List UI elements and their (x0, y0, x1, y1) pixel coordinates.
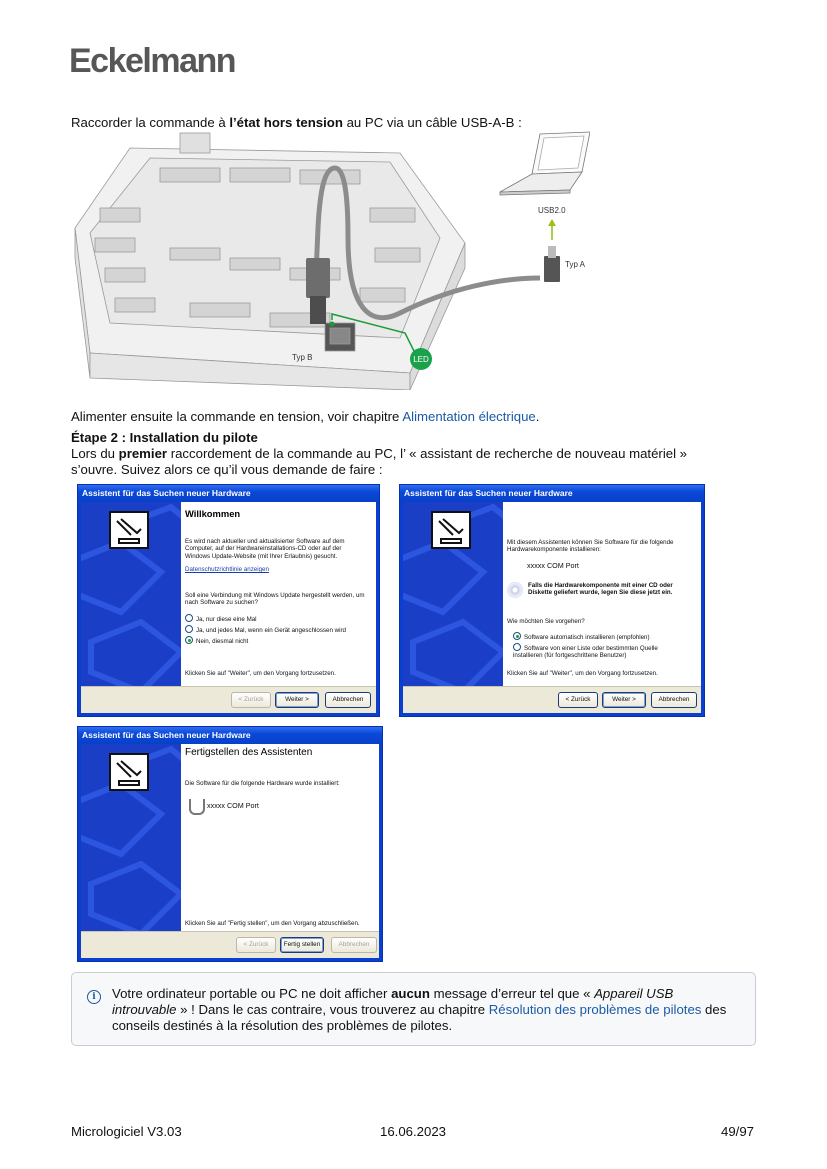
wizard-dialog-welcome (77, 484, 380, 717)
arrow-up-icon (548, 219, 556, 226)
hardware-wizard-icon (109, 511, 149, 549)
radio-option-not-now[interactable] (185, 636, 248, 645)
step2-bold: premier (118, 446, 168, 461)
cancel-button[interactable]: Abbrechen (651, 692, 697, 708)
dialog-title: Assistent für das Suchen neuer Hardware (78, 485, 379, 502)
usb-connection-illustration (70, 128, 590, 390)
step2-text: Lors du (71, 446, 119, 461)
dialog-question: Wie möchten Sie vorgehen? (507, 618, 585, 625)
link-alimentation[interactable]: Alimentation électrique (402, 409, 536, 424)
note-italic: Appareil USB introuvable (112, 986, 674, 1017)
note-text: message d’erreur tel que « (429, 986, 595, 1001)
dialog-footer-text: Klicken Sie auf "Weiter", um den Vorgang fortzusetzen. (185, 670, 336, 677)
radio-label: Software von einer Liste oder bestimmten Quelle installieren (für fortgeschrittene Benutzer) (513, 645, 658, 660)
usb-b-plug (306, 258, 330, 298)
step2-line1 (71, 446, 687, 462)
dialog-title: Assistent für das Suchen neuer Hardware (400, 485, 704, 502)
controller-board (75, 133, 465, 390)
radio-option-once[interactable] (185, 614, 257, 623)
dialog-question: Soll eine Verbindung mit Windows Update hergestellt werden, um nach Software zu suchen? (185, 592, 365, 607)
usb-version-label: USB2.0 (538, 206, 566, 215)
power-text-end: . (535, 409, 540, 424)
info-note-text (112, 986, 741, 1034)
wizard-dialog-finish (77, 726, 383, 962)
dialog-button-bar (81, 931, 379, 958)
footer-date: 16.06.2023 (380, 1124, 447, 1139)
back-button[interactable]: < Zurück (558, 692, 598, 708)
dialog-footer-text: Klicken Sie auf "Weiter", um den Vorgang fortzusetzen. (507, 670, 658, 677)
footer-firmware: Micrologiciel V3.03 (71, 1124, 182, 1139)
cancel-button[interactable]: Abbrechen (331, 937, 377, 953)
typ-b-label: Typ B (292, 353, 313, 362)
wizard-sidebar-graphic (403, 502, 503, 687)
dialog-footer-text: Klicken Sie auf "Fertig stellen", um den Vorgang abzuschließen. (185, 920, 360, 927)
dialog-description: Es wird nach aktueller und aktualisierter Software auf dem Computer, auf der Hardwareinstallations-CD oder auf der Windows Update-Website (mit Ihrer Erlaubnis) gesucht. (185, 538, 345, 560)
radio-option-always[interactable] (185, 625, 346, 634)
typ-a-label: Typ A (565, 260, 586, 269)
next-button[interactable]: Weiter > (275, 692, 319, 708)
info-note (71, 972, 756, 1046)
dialog-button-bar (403, 686, 701, 713)
note-bold: aucun (391, 986, 430, 1001)
dialog-button-bar (81, 686, 376, 713)
device-name: xxxxx COM Port (207, 801, 259, 810)
wizard-sidebar-graphic (81, 502, 181, 687)
step2-line2: s’ouvre. Suivez alors ce qu’il vous demande de faire : (71, 462, 383, 477)
step2-text-end: raccordement de la commande au PC, l’ « assistant de recherche de nouveau matériel » (167, 446, 688, 461)
dialog-title: Assistent für das Suchen neuer Hardware (78, 727, 382, 744)
eckelmann-logo: Eckelmann (69, 42, 236, 80)
back-button[interactable]: < Zurück (231, 692, 271, 708)
step2-heading: Étape 2 : Installation du pilote (71, 430, 258, 445)
hardware-wizard-icon (431, 511, 471, 549)
dialog-heading: Fertigstellen des Assistenten (185, 747, 313, 758)
led-label: LED (413, 355, 429, 364)
cancel-button[interactable]: Abbrechen (325, 692, 371, 708)
port-icon (189, 799, 205, 815)
radio-icon (185, 614, 193, 622)
info-icon: i (87, 990, 101, 1004)
note-text: Votre ordinateur portable ou PC ne doit afficher (112, 986, 392, 1001)
radio-label: Software automatisch installieren (empfohlen) (524, 634, 650, 641)
dialog-description: Mit diesem Assistenten können Sie Software für die folgende Hardwarekomponente installieren: (507, 539, 674, 554)
link-driver-troubleshooting[interactable]: Résolution des problèmes de pilotes (488, 1002, 702, 1017)
privacy-link[interactable]: Datenschutzrichtlinie anzeigen (185, 566, 269, 573)
usb-a-plug (544, 256, 560, 282)
laptop-icon (500, 132, 590, 195)
wizard-dialog-install-options (399, 484, 705, 717)
note-text: » ! Dans le cas contraire, vous trouverez au chapitre (176, 1002, 489, 1017)
wizard-sidebar-graphic (81, 744, 181, 932)
intro-bold: l’état hors tension (229, 115, 343, 130)
dialog-heading: Willkommen (185, 508, 241, 519)
dialog-description: Die Software für die folgende Hardware wurde installiert: (185, 780, 340, 787)
radio-label: Ja, nur diese eine Mal (196, 616, 257, 623)
cd-note: Falls die Hardwarekomponente mit einer CD oder Diskette geliefert wurde, legen Sie diese jetzt ein. (528, 582, 673, 597)
back-button[interactable]: < Zurück (236, 937, 276, 953)
radio-option-manual[interactable] (513, 643, 683, 660)
next-button[interactable]: Weiter > (602, 692, 646, 708)
radio-selected-icon (513, 632, 521, 640)
hardware-wizard-icon (109, 753, 149, 791)
power-text: Alimenter ensuite la commande en tension, voir chapitre (71, 409, 403, 424)
device-name: xxxxx COM Port (527, 561, 579, 570)
note-text: des conseils destinés à la résolution des problèmes de pilotes. (112, 1002, 727, 1033)
radio-selected-icon (185, 636, 193, 644)
intro-text: Raccorder la commande à (71, 115, 230, 130)
intro-text-end: au PC via un câble USB-A-B : (342, 115, 522, 130)
cd-icon (507, 582, 523, 598)
power-paragraph (71, 409, 539, 425)
radio-label: Ja, und jedes Mal, wenn ein Gerät angeschlossen wird (196, 627, 346, 634)
footer-page-number: 49/97 (721, 1124, 755, 1139)
radio-label: Nein, diesmal nicht (196, 638, 249, 645)
radio-option-automatic[interactable] (513, 632, 650, 641)
finish-button[interactable]: Fertig stellen (280, 937, 324, 953)
radio-icon (185, 625, 193, 633)
radio-icon (513, 643, 521, 651)
